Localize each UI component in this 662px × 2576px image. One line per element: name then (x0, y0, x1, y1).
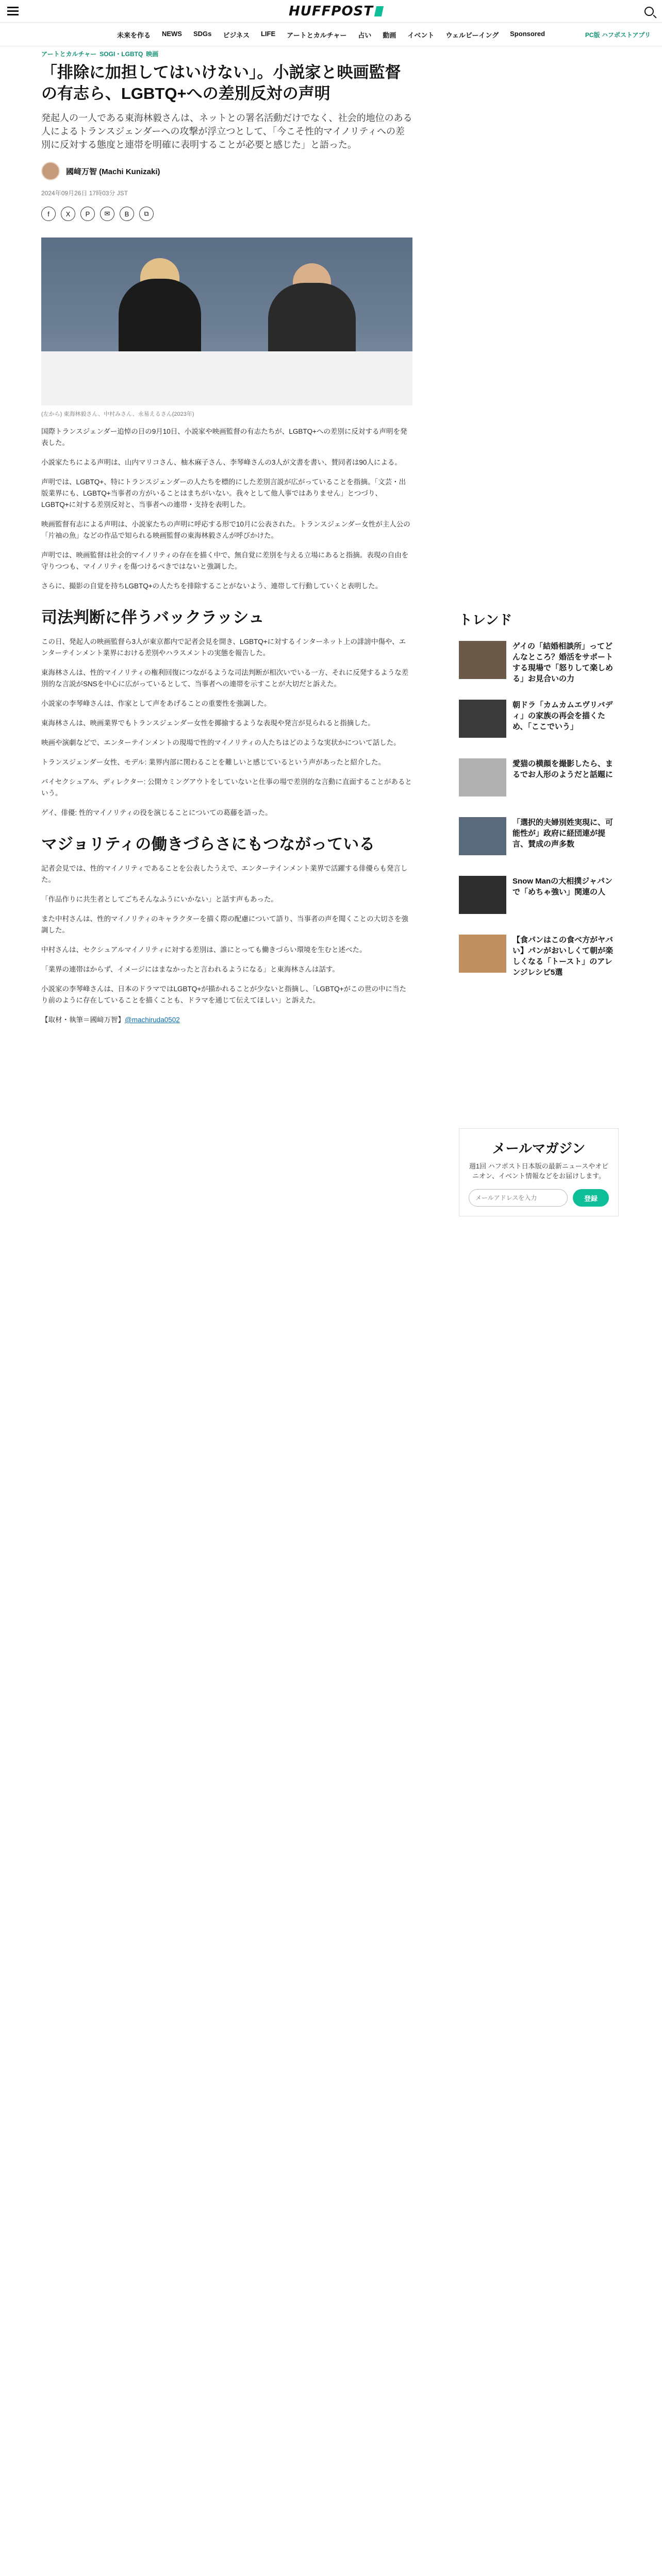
paragraph: 東海林さんは、映画業界でもトランスジェンダー女性を揶揄するような表現や発言が見られると指摘した。 (41, 719, 375, 727)
page-title: 「排除に加担してはいけない」。小説家と映画監督の有志ら、LGBTQ+への差別反対の声明 (41, 63, 401, 103)
main-nav (0, 23, 662, 46)
logo-text: HUFFPOST (289, 4, 374, 19)
paragraph: 記者会見では、性的マイノリティであることを公表したうえで、エンターテインメント業界で活躍する俳優らも発言した。 (41, 865, 408, 884)
nav-item[interactable]: ウェルビーイング (445, 31, 499, 39)
newsletter-title: メールマガジン (492, 1141, 586, 1156)
top-bar (0, 0, 662, 23)
trend-thumbnail[interactable] (459, 817, 506, 855)
paragraph: 小説家の李琴峰さんは、日本のドラマではLGBTQ+が描かれることが少ないと指摘し、「LGBTQ+がこの世の中に当たり前のように存在していることを描くことも、ドラマを通じて伝えてほしい」と訴えた。 (41, 985, 407, 1004)
breadcrumb-item[interactable]: SOGI・LGBTQ (100, 50, 143, 58)
hero-image (41, 238, 412, 405)
trend-item[interactable] (459, 758, 619, 805)
nav-item[interactable]: SDGs (193, 30, 212, 38)
trends-list (459, 641, 619, 981)
desk (41, 351, 412, 405)
trend-title[interactable]: 朝ドラ「カムカムエヴリバディ」の家族の再会を描くため、「ここでいう」 (512, 701, 613, 731)
logo[interactable] (289, 4, 383, 19)
trends-title: トレンド (459, 612, 512, 628)
paragraph: 「業界の連帯はからず、イメージにはまなかったと言われるようになる」と東海林さんは話す。 (41, 965, 339, 973)
image-caption: (左から) 東海林毅さん、中村みさん、永易えるさん(2023年) (41, 411, 194, 417)
paragraph: 東海林さんは、性的マイノリティの権利回復につながるような司法判断が相次いでいる一方、それに反発するような差別的な言説がSNSを中心に広がっているとして、当事者への連帯を示すことが大切だと訴えた。 (41, 669, 409, 688)
nav-item[interactable]: 動画 (383, 31, 396, 39)
logo-mark-icon (374, 6, 384, 16)
copy-link-icon[interactable]: ⧉ (139, 207, 154, 221)
trend-title[interactable]: 愛猫の横顔を撮影したら、まるでお人形のようだと話題に (512, 759, 614, 779)
credit-link[interactable]: @machiruda0502 (125, 1016, 180, 1024)
paragraph: 小説家たちによる声明は、山内マリコさん、柚木麻子さん、李琴峰さんの3人が文書を書い、賛同者は90人による。 (41, 459, 402, 466)
nav-item[interactable]: イベント (407, 31, 435, 39)
trend-item[interactable] (459, 935, 619, 981)
nav-item[interactable]: アートとカルチャー (287, 31, 347, 39)
paragraph: 声明では、LGBTQ+、特にトランスジェンダーの人たちを標的にした差別言説が広がっていることを指摘。「文芸・出版業界にも、LGBTQ+当事者の方がいることはまちがいない。我々として他人事ではありません」とつづり、LGBTQ+に対する差別反対と、当事者への連帯・支持を表明した。 (41, 478, 406, 509)
paragraph: また中村さんは、性的マイノリティのキャラクターを描く際の配慮について語り、当事者の声を聞くことの大切さを強調した。 (41, 915, 408, 934)
email-field[interactable] (469, 1189, 568, 1207)
facebook-icon[interactable]: f (41, 207, 56, 221)
email-icon[interactable]: ✉ (100, 207, 114, 221)
paragraph: 国際トランスジェンダー追悼の日の9月10日、小説家や映画監督の有志たちが、LGBTQ+への差別に反対する声明を発表した。 (41, 428, 407, 447)
pinterest-icon[interactable]: P (80, 207, 95, 221)
menu-icon[interactable] (7, 7, 19, 16)
author-avatar[interactable] (41, 162, 60, 180)
sidebar-trends (459, 609, 619, 981)
app-link[interactable]: PC版 ハフポストアプリ (585, 31, 651, 39)
trend-item[interactable] (459, 641, 619, 687)
trend-thumbnail[interactable] (459, 876, 506, 914)
trend-thumbnail[interactable] (459, 641, 506, 679)
nav-items (0, 30, 662, 40)
nav-item[interactable]: Sponsored (510, 30, 545, 38)
nav-item[interactable]: 占い (358, 31, 372, 39)
paragraph: 映画や演劇などで、エンターテインメントの現場で性的マイノリティの人たちはどのような実状かについて話した。 (41, 739, 401, 747)
trend-title[interactable]: Snow Manの大相撲ジャパンで「めちゃ強い」関連の人 (512, 877, 613, 896)
section-heading: 司法判断に伴うバックラッシュ (41, 608, 264, 626)
article-body (41, 426, 412, 1026)
nav-item[interactable]: LIFE (260, 30, 276, 38)
trend-title[interactable]: 「選択的夫婦別姓実現に、可能性が」政府に経団連が提言、賛成の声多数 (512, 818, 614, 849)
breadcrumb (41, 49, 412, 60)
paragraph: 中村さんは、セクシュアルマイノリティに対する差別は、誰にとっても働きづらい環境を生むと述べた。 (41, 946, 367, 954)
subscribe-button[interactable]: 登録 (573, 1189, 609, 1207)
credit-text: 【取材・執筆＝國﨑万智】 (41, 1016, 125, 1024)
credit (41, 1014, 412, 1026)
breadcrumb-item[interactable]: 映画 (146, 50, 159, 58)
trend-thumbnail[interactable] (459, 758, 506, 796)
section-heading: マジョリティの働きづらさにもつながっている (41, 835, 375, 853)
trend-thumbnail[interactable] (459, 935, 506, 973)
trend-title[interactable]: 【食パンはこの食べ方がヤバい】パンがおいしくて朝が楽しくなる「トースト」のアレンジレシピ5選 (512, 936, 614, 977)
trend-item[interactable] (459, 876, 619, 922)
nav-item[interactable]: ビジネス (223, 31, 250, 39)
paragraph: さらに、撮影の自覚を持ちLGBTQ+の人たちを排除することがないよう、連帯して行動していくと表明した。 (41, 582, 383, 590)
x-icon[interactable]: X (61, 207, 75, 221)
newsletter-description: 週1回 ハフポスト日本版の最新ニュースやオピニオン、イベント情報などをお届けします。 (469, 1162, 609, 1180)
author-name[interactable]: 國﨑万智 (Machi Kunizaki) (66, 167, 160, 176)
article-lede: 発起人の一人である東海林毅さんは、ネットとの署名活動だけでなく、社会的地位のある人によるトランスジェンダーへの攻撃が浮立つとして、「今こそ性的マイノリティへの差別に反対する態度と連帯を明確に表明することが必要と感じた」と語った。 (41, 113, 412, 150)
paragraph: 「作品作りに共生者としてごちそんなふうにいかない」と話す声もあった。 (41, 895, 278, 903)
search-icon[interactable] (644, 7, 654, 16)
paragraph: トランスジェンダー女性、モデル: 業界内部に関わることを難しいと感じているという声があったと紹介した。 (41, 758, 385, 766)
article (41, 49, 412, 1026)
paragraph: バイセクシュアル、ディレクター: 公開カミングアウトをしていないと仕事の場で差別的な言動に直面することがあるという。 (41, 778, 412, 797)
trend-title[interactable]: ゲイの「結婚相談所」ってどんなところ？婚活をサポートする現場で「怒りして楽しめる」お見合いの力 (512, 642, 614, 683)
trend-item[interactable] (459, 817, 619, 863)
paragraph: 小説家の李琴峰さんは、作家として声をあげることの重要性を強調した。 (41, 700, 271, 707)
share-buttons (41, 207, 412, 221)
byline (41, 161, 412, 181)
paragraph: 声明では、映画監督は社会的マイノリティの存在を描く中で、無自覚に差別を与える立場にあると指摘。表現の自由を守りつつも、マイノリティを傷つけるべきではないと強調した。 (41, 551, 409, 570)
paragraph: 映画監督有志による声明は、小説家たちの声明に呼応する形で10月に公表された。トランスジェンダー女性が主人公の「片袖の魚」などの作品で知られる映画監督の東海林毅さんが呼びかけた。 (41, 520, 410, 539)
hatena-icon[interactable]: B (120, 207, 134, 221)
publish-date: 2024年09月26日 17時03分 JST (41, 190, 128, 197)
nav-item[interactable]: NEWS (161, 30, 182, 38)
paragraph: ゲイ、俳優: 性的マイノリティの役を演じることについての葛藤を語った。 (41, 809, 272, 817)
trend-thumbnail[interactable] (459, 700, 506, 738)
newsletter (459, 1128, 619, 1216)
nav-item[interactable]: 未来を作る (117, 31, 151, 39)
breadcrumb-item[interactable]: アートとカルチャー (41, 50, 97, 58)
paragraph: この日、発起人の映画監督ら3人が東京都内で記者会見を開き、LGBTQ+に対するインターネット上の誹謗中傷や、エンターテインメント業界における差別やハラスメントの実態を報告した。 (41, 638, 406, 657)
trend-item[interactable] (459, 700, 619, 746)
